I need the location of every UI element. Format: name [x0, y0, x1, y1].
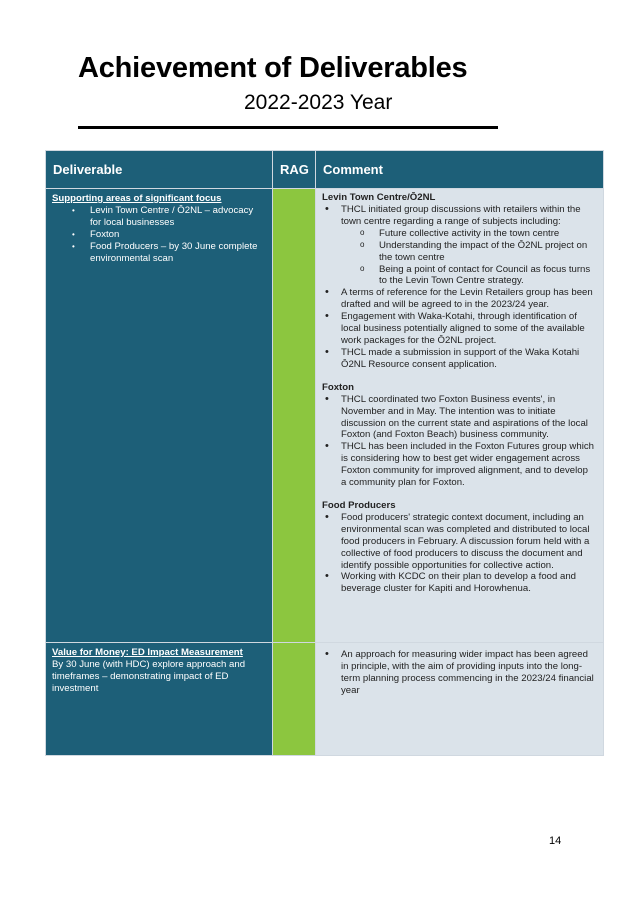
page-number: 14 [549, 835, 562, 847]
table-row [46, 643, 604, 756]
comment-list [322, 204, 595, 371]
list-item: • Levin Town Centre / Ō2NL – advocacy for local businesses [72, 205, 266, 229]
comment-list [322, 512, 595, 595]
deliverable-heading: Supporting areas of significant focus [52, 193, 222, 204]
page-subtitle: 2022-2023 Year [244, 91, 393, 114]
deliverable-heading: Value for Money: ED Impact Measurement [52, 647, 243, 658]
list-item: • THCL coordinated two Foxton Business events', in November and in May. The intention was to initiate discussion on the current state and aspirations of the local Foxton (and Foxton Beach) business community. [322, 394, 595, 442]
comment-cell [316, 643, 604, 756]
deliverable-cell [46, 189, 273, 643]
comment-list [322, 649, 595, 697]
list-item: • THCL made a submission in support of the Waka Kotahi Ō2NL Resource consent application. [322, 347, 595, 371]
sub-list-item: o Understanding the impact of the Ō2NL project on the town centre [341, 240, 595, 264]
rag-status-green [273, 189, 316, 643]
list-item: • An approach for measuring wider impact has been agreed in principle, with the aim of providing inputs into the long-term planning process commencing in the 2023/24 financial year [322, 649, 595, 697]
list-item: • Engagement with Waka-Kotahi, through identification of local business potentially aligned to some of the available work packages for the Ō2NL project. [322, 311, 595, 347]
deliverable-cell [46, 643, 273, 756]
list-item: • THCL has been included in the Foxton Futures group which is considering how to best get wider engagement across Foxton community for improved alignment, and to develop a community plan for Foxton. [322, 441, 595, 489]
title-divider [78, 126, 498, 129]
bullet-text: THCL initiated group discussions with retailers within the town centre regarding a range of subjects including: [341, 204, 581, 227]
list-item: • Foxton [72, 229, 266, 241]
deliverables-table [45, 150, 604, 756]
table-row [46, 189, 604, 643]
deliverable-description: By 30 June (with HDC) explore approach and timeframes – demonstrating impact of ED investment [52, 659, 246, 694]
column-header-comment: Comment [316, 151, 604, 189]
rag-status-green [273, 643, 316, 756]
deliverable-items [52, 205, 266, 265]
list-item: • Working with KCDC on their plan to develop a food and beverage cluster for Kapiti and Horowhenua. [322, 571, 595, 595]
list-item: • Food producers' strategic context document, including an environmental scan was completed and distributed to local food producers in February. A discussion forum held with a collective of food producers to discuss the document and identify possible opportunities for collective action. [322, 512, 595, 572]
column-header-deliverable: Deliverable [46, 151, 273, 189]
comment-cell [316, 189, 604, 643]
sub-list [341, 228, 595, 288]
sub-list-item: o Future collective activity in the town centre [341, 228, 595, 240]
list-item: • A terms of reference for the Levin Retailers group has been drafted and will be agreed to in the 2023/24 year. [322, 287, 595, 311]
sub-list-item: o Being a point of contact for Council as focus turns to the Levin Town Centre strategy. [341, 264, 595, 288]
table-header-row [46, 151, 604, 189]
section-heading-foxton: Foxton [322, 381, 354, 393]
list-item [322, 204, 595, 287]
column-header-rag: RAG [273, 151, 316, 189]
section-heading-levin: Levin Town Centre/Ō2NL [322, 192, 436, 203]
page-title: Achievement of Deliverables [78, 52, 468, 84]
section-heading-food-producers: Food Producers [322, 499, 396, 511]
comment-list [322, 394, 595, 489]
list-item: • Food Producers – by 30 June complete environmental scan [72, 241, 266, 265]
